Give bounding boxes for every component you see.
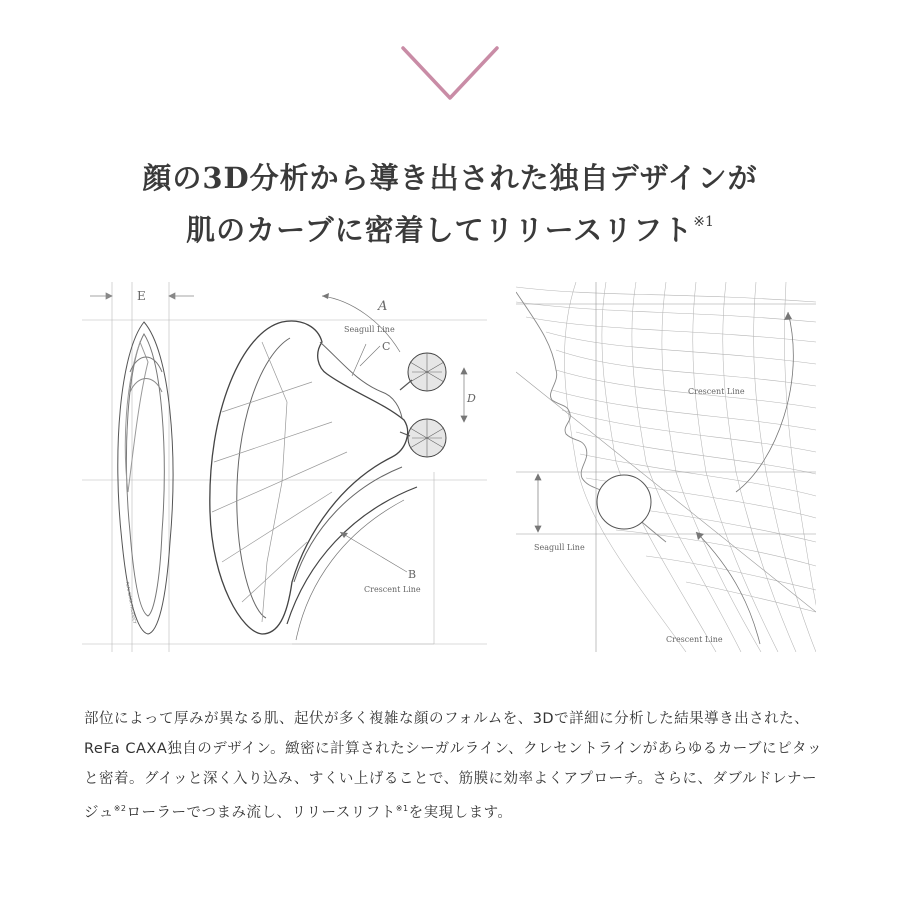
chevron-down-icon bbox=[395, 42, 505, 104]
label-crescent-line: Crescent Line bbox=[364, 585, 421, 594]
side-engraving: ReFa CAXA PRODUCT bbox=[125, 581, 138, 625]
body-note-2: ※2 bbox=[113, 804, 127, 813]
label-seagull-line: Seagull Line bbox=[344, 325, 395, 334]
label-crescent-line-top: Crescent Line bbox=[688, 387, 745, 396]
headline-line-2 bbox=[0, 200, 900, 252]
face-mesh-diagram bbox=[516, 282, 816, 652]
description-paragraph bbox=[84, 704, 824, 828]
product-technical-diagram bbox=[82, 282, 487, 652]
label-d: D bbox=[467, 392, 476, 405]
headline-line-2-text: 肌のカーブに密着してリリースリフト bbox=[186, 213, 694, 247]
body-text-3: を実現します。 bbox=[408, 805, 513, 821]
label-e: E bbox=[137, 289, 146, 303]
body-text-1: 部位によって厚みが異なる肌、起伏が多く複雑な顔のフォルムを、3Dで詳細に分析した結果導き出された、ReFa CAXA独自のデザイン。緻密に計算されたシーガルライン、クレセントラインがあらゆるカーブにピタッと密着。グイッと深く入り込み、すくい上げることで、筋膜に効率よくアプローチ。さらに、ダブルドレナージュ bbox=[84, 711, 823, 821]
label-b: B bbox=[408, 568, 417, 581]
headline-note-1: ※1 bbox=[693, 214, 714, 230]
label-c: C bbox=[382, 340, 391, 353]
label-seagull-line-right: Seagull Line bbox=[534, 543, 585, 552]
label-crescent-line-bottom: Crescent Line bbox=[666, 635, 723, 644]
headline-line-1: 顔の3D分析から導き出された独自デザインが bbox=[142, 161, 758, 195]
body-text-2: ローラーでつまみ流し、リリースリフト bbox=[126, 805, 396, 821]
body-note-1: ※1 bbox=[395, 804, 409, 813]
label-a: A bbox=[378, 299, 388, 314]
headline bbox=[0, 156, 900, 252]
